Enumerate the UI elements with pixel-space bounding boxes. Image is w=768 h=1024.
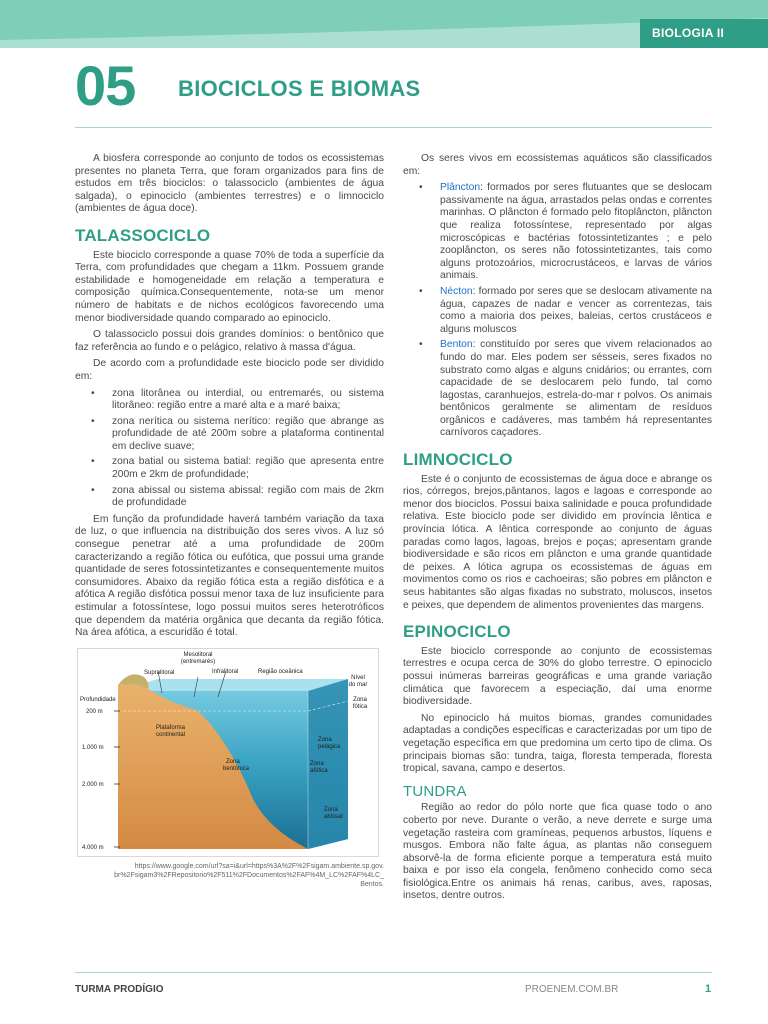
label-1000m: 1.000 m <box>82 744 104 751</box>
footer-divider <box>75 972 712 973</box>
list-item: • zona batial ou sistema batial: região que apresenta entre 200m e 2km de profundidade; <box>91 456 384 481</box>
label-fotica: fótica <box>352 703 368 710</box>
label-mesolitoral: Mesolitoral <box>183 651 213 658</box>
tundra-heading: TUNDRA <box>403 782 467 800</box>
aquatic-intro-paragraph: Os seres vivos em ecossistemas aquáticos são classificados em: <box>403 153 712 177</box>
limnociclo-heading: LIMNOCICLO <box>403 450 513 470</box>
label-4000m: 4.000 m <box>82 844 104 851</box>
zones-list <box>75 388 384 510</box>
label-supralitoral: Supralitoral <box>144 669 175 676</box>
page-number: 1 <box>705 983 712 995</box>
left-column <box>75 153 384 889</box>
list-item: • zona abissal ou sistema abissal: região com mais de 2km de profundidade <box>91 484 384 509</box>
label-entremares: (entremarés) <box>180 658 216 665</box>
list-item: • Benton: constituído por seres que vivem relacionados ao fundo do mar. Eles podem ser sésseis, seres fixados no substrato como algas e alguns cnidários; ou errantes, com capacidade de se deslocarem pelo fundo, tal como lagostas, caranhuejos, estrela-do-mar r polvos. Os animais bentônicos geralmente se alimentam de resíduos orgânicos e cadáveres, mas também há representantes carnívoros caçadores. <box>419 339 712 439</box>
talassociclo-paragraph-3: De acordo com a profundidade este biociclo pode ser dividido em: <box>75 358 384 382</box>
ocean-zones-figure <box>77 648 379 857</box>
talassociclo-heading: TALASSOCICLO <box>75 225 211 245</box>
list-item: • zona litorânea ou interdial, ou entremarés, ou sistema litorâneo: região entre a maré alta e a maré baixa; <box>91 387 384 412</box>
label-zona-abissal: Zona <box>324 806 338 813</box>
epinociclo-heading: EPINOCICLO <box>403 622 511 642</box>
footer-course: TURMA PRODÍGIO <box>75 984 164 995</box>
epinociclo-paragraph-1: Este biociclo corresponde ao conjunto de ecossistemas terrestres e ocupa cerca de 30% do globo terrestre. O epinociclo possui inúmeras barreiras geográficas e uma grande variação climática que favorecem a especiação, daí uma enorme biodiversidade. <box>403 645 712 708</box>
label-bentonica: bentônica <box>223 765 250 772</box>
label-infralitoral: Infralitoral <box>212 668 239 675</box>
subject-tab <box>640 19 768 48</box>
label-zona-afotica: Zona <box>310 760 324 767</box>
label-zona-pelagica: Zona <box>318 736 332 743</box>
figure-source: https://www.google.com/url?sa=i&url=https%3A%2F%2Fsigam.ambiente.sp.gov. br%2Fsigam3%2FRepositorio%2F511%2FDocumentos%2FAF%4M_LC%2FAF%4LC_ Bentos. <box>114 862 384 888</box>
label-profundidade: Profundidade <box>80 696 116 703</box>
title-divider <box>75 127 712 128</box>
list-item: • zona nerítica ou sistema nerítico: região que abrange as profundidade de até 200m sobre a plataforma continental em declive suave; <box>91 415 384 452</box>
label-afotica: afótica <box>310 767 328 774</box>
subject-label: BIOLOGIA II <box>652 26 725 40</box>
term-necton: Nécton <box>440 285 473 297</box>
header-band <box>0 0 768 48</box>
ocean-zones-diagram <box>78 649 378 856</box>
label-nivel: Nível <box>351 674 365 681</box>
list-item: • Nécton: formado por seres que se deslocam ativamente na água, capazes de nadar e vencer as correntezas, tais como a maioria dos peixes, baleias, certos crustáceos e alguns moluscos <box>419 285 712 335</box>
intro-paragraph: A biosfera corresponde ao conjunto de todos os ecossistemas presentes no planeta Terra, que foram organizados para fins de estudos em três biociclos: o talassociclo (ambientes de água salgada), o epinociclo (ambientes terrestres) e o limnociclo (ambientes de água doce). <box>75 153 384 215</box>
label-regiao-oceanica: Região oceânica <box>258 668 303 675</box>
talassociclo-paragraph-4: Em função da profundidade haverá também variação da taxa de luz, o que influencia na distribuição dos seres vivos. A luz só consegue penetrar até a uma profundidade de 200m caracterizando a região fótica ou eufótica, que possui uma grande quantidade de seres fotossintetizantes e consequentemente muitos consumidores. Abaixo da região fótica esta a região disfótica e a afótica A região disfótica possui menor taxa de luz insuficiente para estimular a fotossíntese, logo possui muitos seres heterotróficos que dependem da matéria orgânica que decanta da região fótica. Na área afótica, a escuridão é total. <box>75 513 384 639</box>
tundra-paragraph: Região ao redor do pólo norte que fica quase todo o ano coberto por neve. Durante o verão, a neve derrete e surge uma vegetação rasteira com gramíneas, pequenos arbustos, líquens e musgos. Embora não falte água, as plantas não conseguem absorvê-la de forma eficiente porque a temperatura está muito baixa e por isso ela congela, fenômeno conhecido como seca fisiológica.Entre os animais há renas, caribus, aves, raposas, insetos, dentre outros. <box>403 802 712 902</box>
chapter-title: BIOCICLOS E BIOMAS <box>178 76 421 101</box>
talassociclo-paragraph-1: Este biociclo corresponde a quase 70% de toda a superfície da Terra, com profundidades que chegam a 11km. Possuem grande estabilidade e homogeneidade em relação a temperatura e composição química.Consequentemente, nota-se um menor número de habitats e de nichos ecológicos favorecendo uma menor biodiversidade quando comparado ao epinociclo. <box>75 249 384 324</box>
list-item: • Plâncton: formados por seres flutuantes que se deslocam passivamente na água, arrastados pelas ondas e correntes marinhas. O plâncton é formado pelo fitoplâncton, plâncton que realiza fotossíntese, representado por algas microscópicas e bactérias fotossintetizantes ; e pelo zooplâncton, os seres não fotossintetizantes, tais como alguns protozoários, microcrustáceos, e larvas de vários animais. <box>419 182 712 282</box>
label-pelagica: pelágica <box>318 743 341 750</box>
aquatic-beings-list <box>403 182 712 440</box>
label-continental: continental <box>156 731 186 738</box>
limnociclo-paragraph: Este é o conjunto de ecossistemas de água doce e abrange os rios, córregos, brejos,pântanos, lagos e lagoas e corresponde ao menor dos biociclos. Possui baixa salinidade e pouca profundidade relativa. Este biociclo pode ser dividido em província lêntica e província lótica. A lêntica corresponde ao conjunto de águas paradas como lagos, lagoas, brejos e poças; apresentam grande biodiversidade e são ricos em plâncton e uma grande quantidade de peixes. A lótica agrupa os ecossistemas de águas em movimentos como os rios e cachoeiras; são pobres em plâncton e seus habitantes são algas fixadas no substrato, moluscos, insetos e peixes, que dependem de alimentos provenientes das margens. <box>403 473 712 611</box>
footer-site-link[interactable]: PROENEM.COM.BR <box>525 984 619 995</box>
label-plataforma: Plataforma <box>156 724 186 731</box>
epinociclo-paragraph-2: No epinociclo há muitos biomas, grandes comunidades adaptadas a condições específicas e caracterizadas por um tipo de vegetação específica em que predomina um certo tipo de clima. Os principais biomas são: tundra, taiga, floresta temperada, floresta tropical, savana, campo e desertos. <box>403 712 712 775</box>
chapter-number: 05 <box>75 54 136 117</box>
label-abissal: abissal <box>324 813 343 820</box>
label-zona-fotica: Zona <box>353 696 367 703</box>
label-200m: 200 m <box>86 708 103 715</box>
term-plancton: Plâncton <box>440 182 481 194</box>
term-benton: Benton <box>440 339 473 351</box>
talassociclo-paragraph-2: O talassociclo possui dois grandes domínios: o bentônico que faz referência ao fundo e o pelágico, relativo à massa d'água. <box>75 329 384 353</box>
label-do-mar: do mar <box>348 681 368 688</box>
label-zona-bentonica: Zona <box>226 758 240 765</box>
label-2000m: 2.000 m <box>82 781 104 788</box>
right-column <box>403 153 712 907</box>
